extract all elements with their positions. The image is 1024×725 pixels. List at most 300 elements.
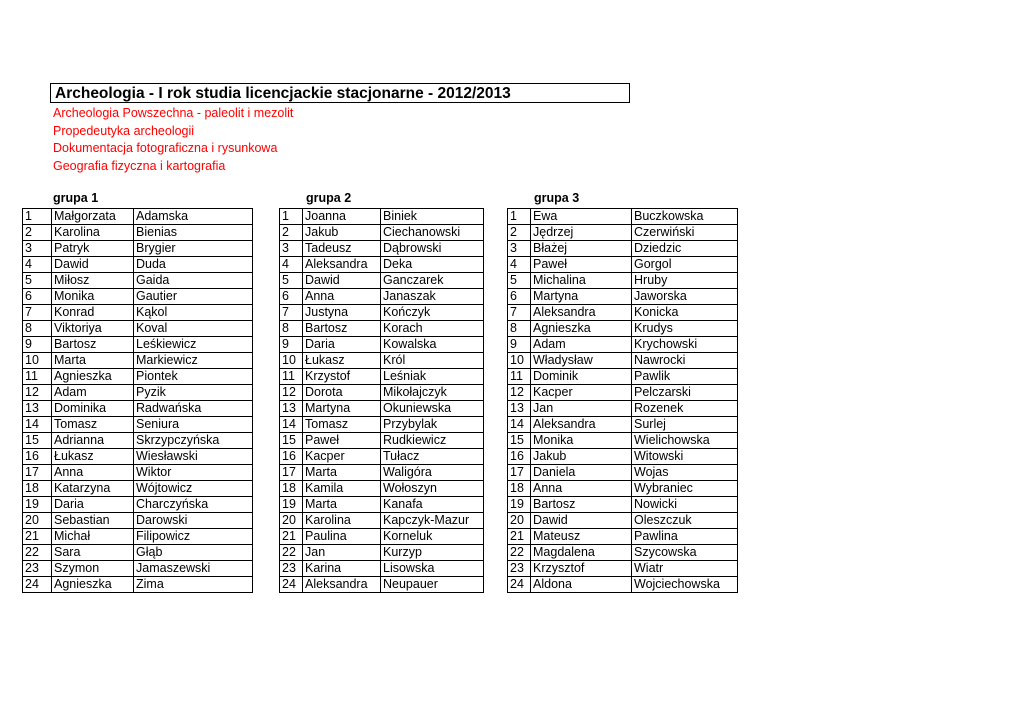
table-row [23, 337, 253, 353]
first-name-cell: Dorota [303, 385, 381, 401]
table-row [508, 225, 738, 241]
last-name-cell: Piontek [134, 369, 253, 385]
row-number-cell: 12 [23, 385, 52, 401]
table-row [508, 305, 738, 321]
row-number-cell: 5 [23, 273, 52, 289]
row-number-cell: 24 [280, 577, 303, 593]
last-name-cell: Biniek [381, 209, 484, 225]
row-number-cell: 4 [280, 257, 303, 273]
table-row [23, 273, 253, 289]
last-name-cell: Adamska [134, 209, 253, 225]
last-name-cell: Oleszczuk [632, 513, 738, 529]
last-name-cell: Okuniewska [381, 401, 484, 417]
row-number-cell: 18 [23, 481, 52, 497]
row-number-cell: 7 [508, 305, 531, 321]
row-number-cell: 17 [280, 465, 303, 481]
last-name-cell: Gautier [134, 289, 253, 305]
table-row [508, 385, 738, 401]
first-name-cell: Marta [52, 353, 134, 369]
last-name-cell: Krudys [632, 321, 738, 337]
table-row [280, 289, 484, 305]
row-number-cell: 15 [508, 433, 531, 449]
row-number-cell: 2 [508, 225, 531, 241]
table-row [508, 209, 738, 225]
table-row [508, 465, 738, 481]
first-name-cell: Justyna [303, 305, 381, 321]
first-name-cell: Anna [303, 289, 381, 305]
table-row [280, 529, 484, 545]
first-name-cell: Jędrzej [531, 225, 632, 241]
last-name-cell: Deka [381, 257, 484, 273]
row-number-cell: 4 [508, 257, 531, 273]
table-row [23, 289, 253, 305]
row-number-cell: 23 [280, 561, 303, 577]
page-title: Archeologia - I rok studia licencjackie stacjonarne - 2012/2013 [55, 85, 511, 102]
row-number-cell: 20 [23, 513, 52, 529]
first-name-cell: Adam [531, 337, 632, 353]
last-name-cell: Radwańska [134, 401, 253, 417]
row-number-cell: 2 [23, 225, 52, 241]
last-name-cell: Pyzik [134, 385, 253, 401]
last-name-cell: Krychowski [632, 337, 738, 353]
first-name-cell: Anna [531, 481, 632, 497]
last-name-cell: Wojas [632, 465, 738, 481]
table-row [508, 577, 738, 593]
last-name-cell: Kowalska [381, 337, 484, 353]
last-name-cell: Jaworska [632, 289, 738, 305]
row-number-cell: 11 [23, 369, 52, 385]
table-row [280, 561, 484, 577]
table-row [508, 401, 738, 417]
table-row [508, 417, 738, 433]
row-number-cell: 19 [508, 497, 531, 513]
row-number-cell: 10 [23, 353, 52, 369]
last-name-cell: Wołoszyn [381, 481, 484, 497]
first-name-cell: Joanna [303, 209, 381, 225]
last-name-cell: Janaszak [381, 289, 484, 305]
last-name-cell: Brygier [134, 241, 253, 257]
row-number-cell: 1 [280, 209, 303, 225]
last-name-cell: Charczyńska [134, 497, 253, 513]
row-number-cell: 9 [508, 337, 531, 353]
last-name-cell: Hruby [632, 273, 738, 289]
row-number-cell: 17 [508, 465, 531, 481]
first-name-cell: Marta [303, 465, 381, 481]
first-name-cell: Magdalena [531, 545, 632, 561]
table-row [23, 209, 253, 225]
first-name-cell: Katarzyna [52, 481, 134, 497]
last-name-cell: Duda [134, 257, 253, 273]
row-number-cell: 18 [508, 481, 531, 497]
first-name-cell: Aleksandra [531, 417, 632, 433]
first-name-cell: Kamila [303, 481, 381, 497]
row-number-cell: 7 [23, 305, 52, 321]
last-name-cell: Wielichowska [632, 433, 738, 449]
first-name-cell: Konrad [52, 305, 134, 321]
last-name-cell: Pawlik [632, 369, 738, 385]
first-name-cell: Bartosz [531, 497, 632, 513]
row-number-cell: 19 [280, 497, 303, 513]
last-name-cell: Filipowicz [134, 529, 253, 545]
row-number-cell: 11 [280, 369, 303, 385]
table-row [23, 561, 253, 577]
table-row [280, 241, 484, 257]
last-name-cell: Kanafa [381, 497, 484, 513]
first-name-cell: Paulina [303, 529, 381, 545]
table-row [280, 225, 484, 241]
last-name-cell: Kończyk [381, 305, 484, 321]
group-1-label: grupa 1 [53, 191, 99, 205]
row-number-cell: 12 [280, 385, 303, 401]
last-name-cell: Gorgol [632, 257, 738, 273]
table-row [23, 369, 253, 385]
first-name-cell: Małgorzata [52, 209, 134, 225]
row-number-cell: 15 [23, 433, 52, 449]
last-name-cell: Tułacz [381, 449, 484, 465]
table-row [280, 369, 484, 385]
table-row [508, 545, 738, 561]
last-name-cell: Pawlina [632, 529, 738, 545]
row-number-cell: 4 [23, 257, 52, 273]
last-name-cell: Buczkowska [632, 209, 738, 225]
table-row [508, 369, 738, 385]
table-row [280, 433, 484, 449]
table-row [280, 273, 484, 289]
row-number-cell: 5 [508, 273, 531, 289]
first-name-cell: Anna [52, 465, 134, 481]
table-row [508, 529, 738, 545]
last-name-cell: Dąbrowski [381, 241, 484, 257]
row-number-cell: 14 [508, 417, 531, 433]
table-row [280, 353, 484, 369]
group-2-table [279, 208, 484, 593]
first-name-cell: Krzysztof [531, 561, 632, 577]
first-name-cell: Jan [303, 545, 381, 561]
table-row [23, 321, 253, 337]
first-name-cell: Szymon [52, 561, 134, 577]
first-name-cell: Adam [52, 385, 134, 401]
row-number-cell: 13 [508, 401, 531, 417]
last-name-cell: Kąkol [134, 305, 253, 321]
table-row [280, 465, 484, 481]
first-name-cell: Aleksandra [303, 577, 381, 593]
subject-item: Propedeutyka archeologii [53, 123, 195, 138]
table-row [23, 385, 253, 401]
row-number-cell: 2 [280, 225, 303, 241]
row-number-cell: 24 [23, 577, 52, 593]
table-row [280, 209, 484, 225]
last-name-cell: Wybraniec [632, 481, 738, 497]
subject-item: Geografia fizyczna i kartografia [53, 158, 226, 173]
last-name-cell: Bienias [134, 225, 253, 241]
first-name-cell: Marta [303, 497, 381, 513]
row-number-cell: 3 [23, 241, 52, 257]
table-row [23, 465, 253, 481]
table-row [23, 433, 253, 449]
first-name-cell: Sara [52, 545, 134, 561]
first-name-cell: Tomasz [303, 417, 381, 433]
subject-item: Dokumentacja fotograficzna i rysunkowa [53, 141, 278, 155]
first-name-cell: Michał [52, 529, 134, 545]
table-row [280, 321, 484, 337]
first-name-cell: Viktoriya [52, 321, 134, 337]
table-row [508, 273, 738, 289]
first-name-cell: Agnieszka [52, 369, 134, 385]
last-name-cell: Rozenek [632, 401, 738, 417]
first-name-cell: Łukasz [303, 353, 381, 369]
row-number-cell: 17 [23, 465, 52, 481]
row-number-cell: 6 [280, 289, 303, 305]
table-row [23, 545, 253, 561]
first-name-cell: Dawid [52, 257, 134, 273]
row-number-cell: 22 [280, 545, 303, 561]
row-number-cell: 23 [23, 561, 52, 577]
row-number-cell: 7 [280, 305, 303, 321]
table-row [23, 513, 253, 529]
table-row [508, 497, 738, 513]
first-name-cell: Tadeusz [303, 241, 381, 257]
table-row [280, 417, 484, 433]
row-number-cell: 19 [23, 497, 52, 513]
row-number-cell: 1 [508, 209, 531, 225]
row-number-cell: 12 [508, 385, 531, 401]
first-name-cell: Krzystof [303, 369, 381, 385]
last-name-cell: Kapczyk-Mazur [381, 513, 484, 529]
last-name-cell: Wójtowicz [134, 481, 253, 497]
row-number-cell: 21 [23, 529, 52, 545]
last-name-cell: Głąb [134, 545, 253, 561]
group-1-table [22, 208, 253, 593]
row-number-cell: 9 [280, 337, 303, 353]
row-number-cell: 13 [23, 401, 52, 417]
row-number-cell: 10 [508, 353, 531, 369]
last-name-cell: Markiewicz [134, 353, 253, 369]
last-name-cell: Ciechanowski [381, 225, 484, 241]
last-name-cell: Skrzypczyńska [134, 433, 253, 449]
table-row [23, 225, 253, 241]
first-name-cell: Jakub [303, 225, 381, 241]
last-name-cell: Lisowska [381, 561, 484, 577]
table-row [508, 481, 738, 497]
table-row [280, 337, 484, 353]
last-name-cell: Dziedzic [632, 241, 738, 257]
first-name-cell: Daniela [531, 465, 632, 481]
table-row [23, 353, 253, 369]
table-row [23, 449, 253, 465]
first-name-cell: Jan [531, 401, 632, 417]
first-name-cell: Łukasz [52, 449, 134, 465]
table-row [280, 449, 484, 465]
last-name-cell: Mikołajczyk [381, 385, 484, 401]
last-name-cell: Konicka [632, 305, 738, 321]
first-name-cell: Michalina [531, 273, 632, 289]
table-row [280, 481, 484, 497]
last-name-cell: Kurzyp [381, 545, 484, 561]
first-name-cell: Dominik [531, 369, 632, 385]
first-name-cell: Martyna [303, 401, 381, 417]
table-row [508, 337, 738, 353]
table-row [508, 289, 738, 305]
first-name-cell: Martyna [531, 289, 632, 305]
row-number-cell: 5 [280, 273, 303, 289]
last-name-cell: Witowski [632, 449, 738, 465]
first-name-cell: Aldona [531, 577, 632, 593]
row-number-cell: 6 [23, 289, 52, 305]
table-row [508, 513, 738, 529]
first-name-cell: Karolina [303, 513, 381, 529]
table-row [23, 257, 253, 273]
first-name-cell: Bartosz [52, 337, 134, 353]
row-number-cell: 1 [23, 209, 52, 225]
row-number-cell: 20 [280, 513, 303, 529]
first-name-cell: Bartosz [303, 321, 381, 337]
table-row [280, 305, 484, 321]
title-box [50, 83, 630, 103]
row-number-cell: 6 [508, 289, 531, 305]
row-number-cell: 16 [508, 449, 531, 465]
last-name-cell: Leśkiewicz [134, 337, 253, 353]
first-name-cell: Kacper [531, 385, 632, 401]
first-name-cell: Jakub [531, 449, 632, 465]
subject-list [53, 105, 293, 175]
row-number-cell: 14 [23, 417, 52, 433]
last-name-cell: Gaida [134, 273, 253, 289]
row-number-cell: 21 [508, 529, 531, 545]
row-number-cell: 16 [23, 449, 52, 465]
row-number-cell: 23 [508, 561, 531, 577]
table-row [23, 497, 253, 513]
row-number-cell: 16 [280, 449, 303, 465]
first-name-cell: Paweł [531, 257, 632, 273]
table-row [508, 321, 738, 337]
first-name-cell: Kacper [303, 449, 381, 465]
table-row [23, 417, 253, 433]
last-name-cell: Wiesławski [134, 449, 253, 465]
table-row [508, 561, 738, 577]
table-row [508, 241, 738, 257]
first-name-cell: Ewa [531, 209, 632, 225]
table-row [508, 353, 738, 369]
last-name-cell: Pelczarski [632, 385, 738, 401]
first-name-cell: Aleksandra [303, 257, 381, 273]
row-number-cell: 3 [508, 241, 531, 257]
first-name-cell: Karolina [52, 225, 134, 241]
row-number-cell: 22 [508, 545, 531, 561]
first-name-cell: Władysław [531, 353, 632, 369]
first-name-cell: Mateusz [531, 529, 632, 545]
last-name-cell: Darowski [134, 513, 253, 529]
row-number-cell: 18 [280, 481, 303, 497]
table-row [280, 401, 484, 417]
last-name-cell: Koval [134, 321, 253, 337]
last-name-cell: Szycowska [632, 545, 738, 561]
last-name-cell: Przybylak [381, 417, 484, 433]
first-name-cell: Dominika [52, 401, 134, 417]
first-name-cell: Dawid [303, 273, 381, 289]
table-row [280, 497, 484, 513]
last-name-cell: Król [381, 353, 484, 369]
table-row [23, 305, 253, 321]
table-row [280, 513, 484, 529]
row-number-cell: 22 [23, 545, 52, 561]
row-number-cell: 11 [508, 369, 531, 385]
last-name-cell: Waligóra [381, 465, 484, 481]
last-name-cell: Surlej [632, 417, 738, 433]
row-number-cell: 21 [280, 529, 303, 545]
table-row [280, 385, 484, 401]
last-name-cell: Korneluk [381, 529, 484, 545]
first-name-cell: Aleksandra [531, 305, 632, 321]
table-row [23, 577, 253, 593]
last-name-cell: Wiatr [632, 561, 738, 577]
table-row [508, 449, 738, 465]
first-name-cell: Paweł [303, 433, 381, 449]
last-name-cell: Jamaszewski [134, 561, 253, 577]
first-name-cell: Sebastian [52, 513, 134, 529]
row-number-cell: 3 [280, 241, 303, 257]
group-3-table [507, 208, 738, 593]
row-number-cell: 15 [280, 433, 303, 449]
first-name-cell: Tomasz [52, 417, 134, 433]
first-name-cell: Adrianna [52, 433, 134, 449]
table-row [508, 433, 738, 449]
last-name-cell: Wojciechowska [632, 577, 738, 593]
last-name-cell: Zima [134, 577, 253, 593]
subject-item: Archeologia Powszechna - paleolit i mezolit [53, 106, 294, 120]
last-name-cell: Rudkiewicz [381, 433, 484, 449]
table-row [23, 529, 253, 545]
first-name-cell: Agnieszka [531, 321, 632, 337]
row-number-cell: 8 [508, 321, 531, 337]
table-row [280, 545, 484, 561]
table-row [280, 257, 484, 273]
row-number-cell: 20 [508, 513, 531, 529]
table-row [280, 577, 484, 593]
first-name-cell: Monika [531, 433, 632, 449]
table-row [23, 241, 253, 257]
row-number-cell: 9 [23, 337, 52, 353]
table-row [23, 481, 253, 497]
first-name-cell: Daria [303, 337, 381, 353]
last-name-cell: Wiktor [134, 465, 253, 481]
row-number-cell: 14 [280, 417, 303, 433]
row-number-cell: 8 [280, 321, 303, 337]
last-name-cell: Nawrocki [632, 353, 738, 369]
last-name-cell: Ganczarek [381, 273, 484, 289]
last-name-cell: Czerwiński [632, 225, 738, 241]
first-name-cell: Miłosz [52, 273, 134, 289]
row-number-cell: 13 [280, 401, 303, 417]
first-name-cell: Monika [52, 289, 134, 305]
table-row [23, 401, 253, 417]
row-number-cell: 8 [23, 321, 52, 337]
first-name-cell: Dawid [531, 513, 632, 529]
last-name-cell: Leśniak [381, 369, 484, 385]
last-name-cell: Seniura [134, 417, 253, 433]
first-name-cell: Patryk [52, 241, 134, 257]
table-row [508, 257, 738, 273]
group-3-label: grupa 3 [534, 191, 580, 205]
first-name-cell: Agnieszka [52, 577, 134, 593]
first-name-cell: Błażej [531, 241, 632, 257]
last-name-cell: Nowicki [632, 497, 738, 513]
group-2-label: grupa 2 [306, 191, 352, 205]
row-number-cell: 24 [508, 577, 531, 593]
first-name-cell: Daria [52, 497, 134, 513]
first-name-cell: Karina [303, 561, 381, 577]
last-name-cell: Neupauer [381, 577, 484, 593]
row-number-cell: 10 [280, 353, 303, 369]
